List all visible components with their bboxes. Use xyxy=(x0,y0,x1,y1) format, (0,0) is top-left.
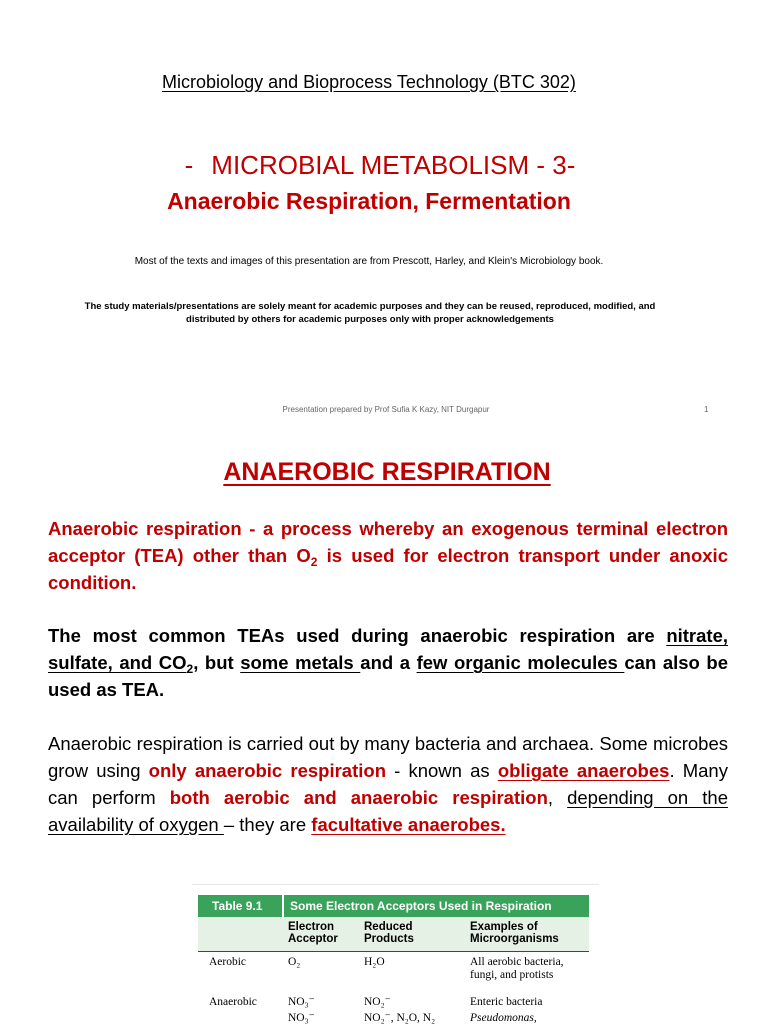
types-text-5: – they are xyxy=(223,814,312,835)
teas-text-1: The most common TEAs used during anaerobic respiration are xyxy=(48,625,667,646)
table-number: Table 9.1 xyxy=(212,899,263,913)
teas-text-4: can also be used as TEA. xyxy=(48,652,728,700)
table-top-rule xyxy=(192,884,599,885)
table-cell-products: NO₂⁻ xyxy=(364,996,391,1008)
types-text-4: , xyxy=(547,787,568,808)
teas-underlined-1: nitrate, sulfate, and $CO_2$ xyxy=(48,625,728,676)
co2-subscript: 2 xyxy=(186,662,194,676)
table-header-bar xyxy=(198,895,589,917)
table-header-divider xyxy=(282,895,284,917)
table-cell-products: NO₂⁻, N₂O, N₂ xyxy=(364,1012,436,1024)
table-cell-examples: Pseudomonas, xyxy=(470,1012,537,1024)
definition-text-2: is used for electron transport under anoxic condition. xyxy=(48,545,728,593)
table-cell-examples: Enteric bacteria xyxy=(470,996,543,1008)
column-header-products: Reduced Products xyxy=(364,921,414,945)
column-header-examples: Examples of Microorganisms xyxy=(470,921,559,945)
usage-note: The study materials/presentations are solely meant for academic purposes and they can be reused, reproduced, modified, and distributed by others for academic purposes only with proper acknowledgements xyxy=(84,301,656,325)
course-title: Microbiology and Bioprocess Technology (BTC 302) xyxy=(162,72,576,92)
section-heading: ANAEROBIC RESPIRATION xyxy=(223,458,551,486)
table-cell-type: Anaerobic xyxy=(209,996,257,1008)
types-highlight-3: both aerobic and anaerobic respiration xyxy=(169,787,548,808)
column-header-acceptor: Electron Acceptor xyxy=(288,921,338,945)
electron-acceptor-table xyxy=(192,884,599,1024)
definition-paragraph xyxy=(48,515,728,596)
sub-title: Anaerobic Respiration, Fermentation xyxy=(167,188,571,214)
teas-text-2: , but xyxy=(193,652,241,673)
teas-paragraph xyxy=(48,622,728,703)
definition-text-1: Anaerobic respiration - a process whereby an exogenous terminal electron acceptor (TEA) other than O xyxy=(48,518,728,566)
types-underlined: depending on the availability of oxygen xyxy=(48,787,729,835)
table-cell-acceptor: NO₃⁻ xyxy=(288,996,315,1008)
footer-credit: Presentation prepared by Prof Sufia K Kazy, NIT Durgapur xyxy=(282,405,490,414)
types-highlight-4: facultative anaerobes. xyxy=(311,814,506,835)
teas-text-3: and a xyxy=(360,652,417,673)
respiration-types-paragraph xyxy=(48,730,728,838)
teas-underlined-2: some metals xyxy=(240,652,361,673)
table-cell-acceptor: NO₃⁻ xyxy=(288,1012,315,1024)
types-highlight-1: only anaerobic respiration xyxy=(148,760,386,781)
types-highlight-2: obligate anaerobes xyxy=(497,760,670,781)
table-cell-examples: All aerobic bacteria, fungi, and protists xyxy=(470,956,564,981)
definition-subscript: 2 xyxy=(310,555,318,569)
main-title-text: MICROBIAL METABOLISM - 3- xyxy=(211,150,576,180)
table-cell-products: H₂O xyxy=(364,956,385,968)
types-text-1: Anaerobic respiration is carried out by many bacteria and archaea. Some microbes grow using xyxy=(48,733,728,781)
source-note: Most of the texts and images of this presentation are from Prescott, Harley, and Klein's Microbiology book. xyxy=(134,256,604,267)
table-cell-type: Aerobic xyxy=(209,956,247,968)
main-title xyxy=(0,150,760,181)
types-text-2: - known as xyxy=(386,760,498,781)
teas-underlined-3: few organic molecules xyxy=(416,652,625,673)
table-cell-acceptor: O₂ xyxy=(288,956,301,968)
title-dash: - xyxy=(184,150,194,180)
page-number: 1 xyxy=(704,405,709,414)
table-caption: Some Electron Acceptors Used in Respiration xyxy=(290,899,552,913)
table-header-rule xyxy=(198,951,589,952)
types-text-3: . Many can perform xyxy=(48,760,728,808)
